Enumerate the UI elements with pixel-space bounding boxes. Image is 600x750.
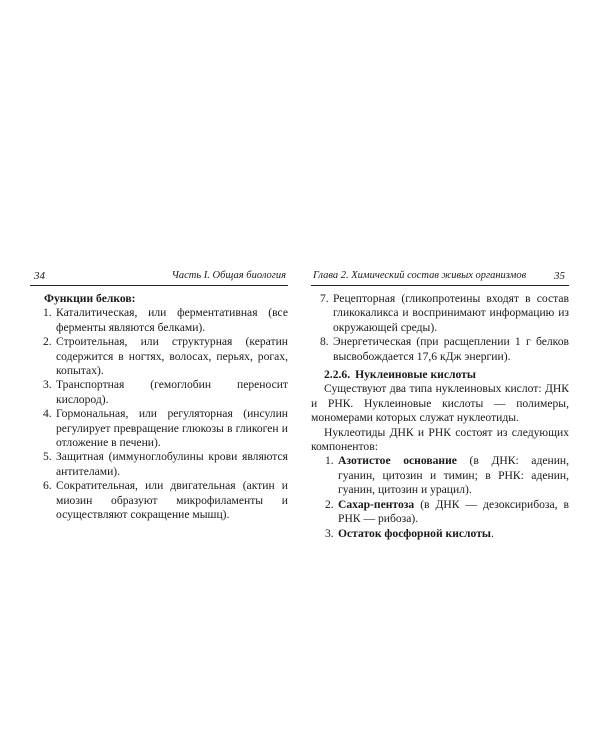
list-item (30, 479, 288, 522)
item-text: Каталитическая, или ферментативная (все ферменты являются белками). (56, 306, 288, 334)
section-title: Нуклеиновые кислоты (355, 368, 476, 382)
list-item (311, 498, 569, 527)
left-page-number: 34 (34, 270, 45, 282)
protein-functions-list (30, 306, 288, 522)
right-page (311, 270, 569, 541)
right-running-head (311, 270, 569, 286)
list-item (30, 407, 288, 450)
protein-functions-list-continued (311, 292, 569, 364)
right-body (311, 292, 569, 541)
item-term: Остаток фосфорной кислоты (338, 526, 491, 540)
item-text: Энергетическая (при расщеплении 1 г белков высвобождается 17,6 кДж энергии). (333, 335, 569, 363)
item-number: 5. (43, 450, 52, 464)
item-text: Защитная (иммуноглобулины крови являются антителами). (56, 450, 288, 478)
item-number: 2. (43, 335, 52, 349)
list-item (30, 306, 288, 335)
item-text: (в ДНК — дезоксирибоза, в РНК — рибоза). (338, 497, 569, 526)
item-text: . (490, 526, 494, 540)
left-page (30, 270, 288, 523)
item-term: Азотистое основание (338, 454, 457, 468)
right-header-title: Глава 2. Химический состав живых организмов (313, 270, 527, 281)
nucleotide-components-list (311, 454, 569, 540)
right-page-number: 35 (554, 270, 565, 282)
item-text: Рецепторная (гликопротеины входят в состав гликокаликса и воспринимают информацию из окружающей среды). (333, 292, 569, 334)
item-text: Гормональная, или регуляторная (инсулин регулирует превращение глюкозы в гликоген и отложение в печени). (56, 407, 288, 450)
item-number: 3. (43, 378, 52, 392)
list-item (30, 378, 288, 407)
item-text: Транспортная (гемоглобин переносит кислород). (56, 378, 288, 406)
left-body (30, 292, 288, 523)
item-number: 3. (325, 526, 334, 540)
section-heading (324, 368, 569, 382)
item-text: Сократительная, или двигательная (актин и миозин образуют микрофиламенты и осуществляют сокращение мышц). (56, 479, 288, 522)
item-text: (в ДНК: аденин, гуанин, цитозин и тимин; в РНК: аденин, гуанин, цитозин и урацил). (338, 454, 569, 497)
item-number: 4. (43, 407, 52, 421)
item-number: 6. (43, 479, 52, 493)
item-number: 2. (325, 497, 334, 511)
item-text: Строительная, или структурная (кератин содержится в ногтях, волосах, перьях, рогах, копытах). (56, 335, 288, 378)
paragraph: Нуклеотиды ДНК и РНК состоят из следующих компонентов: (311, 425, 569, 454)
left-header-title: Часть I. Общая биология (171, 270, 286, 281)
paragraph: Существуют два типа нуклеиновых кислот: ДНК и РНК. Нуклеиновые кислоты — полимеры, мономерами которых служат нуклеотиды. (311, 382, 569, 425)
section-number: 2.2.6. (324, 368, 351, 382)
item-number: 8. (320, 335, 329, 349)
list-item (311, 292, 569, 335)
item-number: 1. (325, 454, 334, 468)
list-item (311, 454, 569, 497)
item-number: 1. (43, 306, 52, 320)
list-item (311, 335, 569, 364)
list-item (30, 335, 288, 378)
item-term: Сахар-пентоза (338, 497, 415, 511)
list-item (30, 450, 288, 479)
left-running-head (30, 270, 288, 286)
list-item (311, 527, 569, 541)
item-number: 7. (320, 292, 329, 305)
protein-functions-title: Функции белков: (44, 292, 136, 305)
